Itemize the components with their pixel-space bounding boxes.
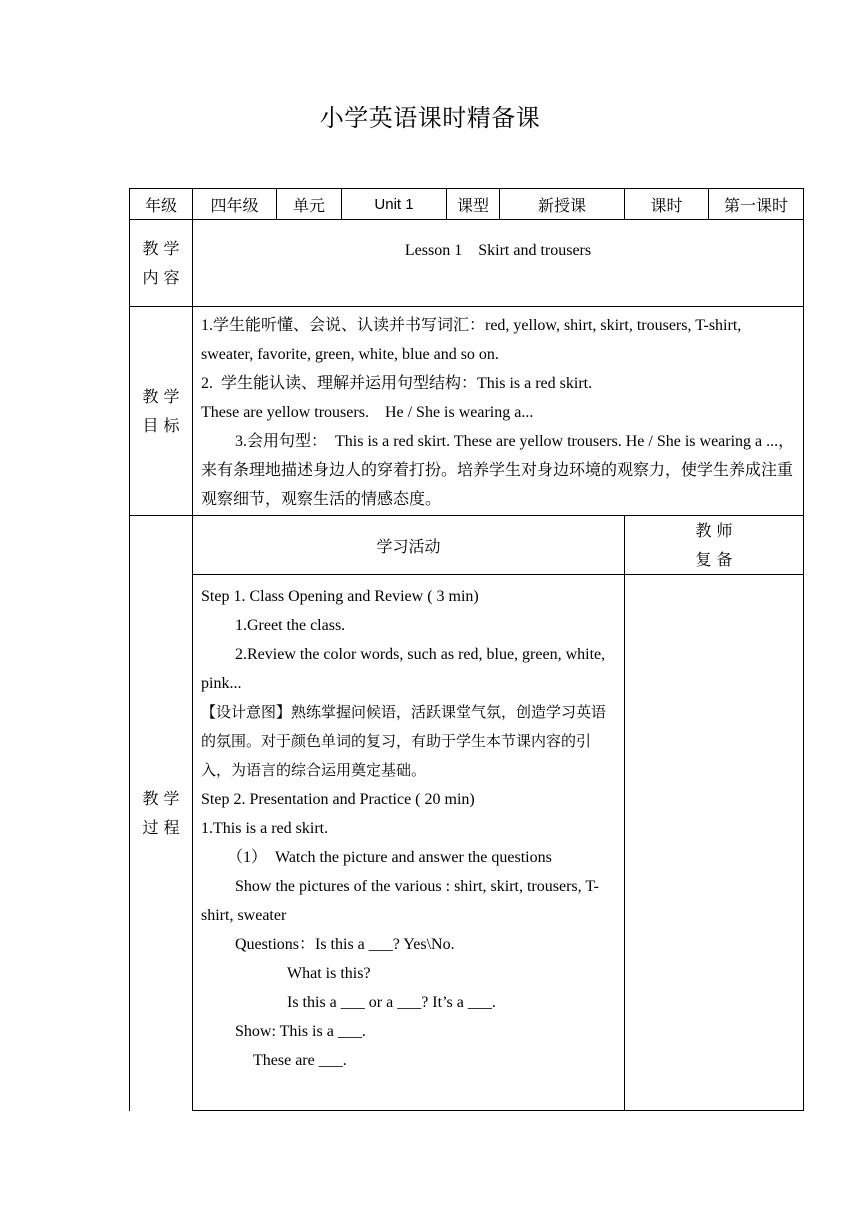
unit-label: 单元: [277, 189, 342, 220]
content-label-line2: 内 容: [142, 268, 180, 287]
teacher-review-header: [625, 516, 804, 575]
step2-question-3: Is this a ___ or a ___? It’s a ___.: [287, 994, 496, 1011]
activity-header: 学习活动: [193, 516, 625, 575]
step1-review: 2.Review the color words, such as red, blue, green, white, pink...: [201, 646, 606, 692]
step2-question-2: What is this?: [287, 965, 371, 982]
teacher-header-line2: 复 备: [695, 550, 733, 569]
unit-value: Unit 1: [342, 189, 447, 220]
process-label: [130, 516, 193, 1111]
goal-1: 1.学生能听懂、会说、认读并书写词汇：red, yellow, shirt, skirt, trousers, T-shirt, sweater, favorite, green, white, blue and so on.: [201, 317, 742, 363]
type-label: 课型: [447, 189, 500, 220]
goal-3: 3.会用句型： This is a red skirt. These are yellow trousers. He / She is wearing a ...，来有条理地描述身边人的穿着打扮。培养学生对身边环境的观察力，使学生养成注重观察细节，观察生活的情感态度。: [201, 433, 795, 508]
teacher-header-line1: 教 师: [695, 521, 733, 540]
step1-title: Step 1. Class Opening and Review ( 3 min): [201, 588, 479, 605]
step2-show: Show: This is a ___.: [235, 1023, 366, 1040]
lesson-plan-table: [129, 188, 804, 1111]
process-label-line2: 过 程: [142, 818, 180, 838]
activity-cell: [193, 575, 625, 1111]
process-label-line1: 教 学: [142, 789, 180, 809]
process-header-row: [130, 516, 804, 575]
step2-title: Step 2. Presentation and Practice ( 20 min): [201, 791, 475, 808]
content-row: [130, 220, 804, 307]
type-value: 新授课: [500, 189, 625, 220]
step1-design-intent: 【设计意图】熟练掌握问候语，活跃课堂气氛，创造学习英语的氛围。对于颜色单词的复习，有助于学生本节课内容的引入，为语言的综合运用奠定基础。: [201, 703, 607, 779]
goals-label-line1: 教 学: [142, 387, 180, 406]
goals-row: [130, 307, 804, 516]
step2-question-1: Questions：Is this a ___? Yes\No.: [235, 936, 455, 953]
content-cell: [193, 220, 804, 307]
content-label: [130, 220, 193, 307]
step2-sub1: （1） Watch the picture and answer the questions: [227, 849, 552, 866]
teacher-review-cell: [625, 575, 804, 1111]
period-label: 课时: [625, 189, 709, 220]
goals-cell: [193, 307, 804, 516]
lesson-title: Lesson 1 Skirt and trousers: [404, 242, 592, 259]
period-value: 第一课时: [709, 189, 804, 220]
document-title: 小学英语课时精备课: [319, 104, 541, 132]
goals-label-line2: 目 标: [142, 416, 180, 435]
goals-label: [130, 307, 193, 516]
step2-show-pictures: Show the pictures of the various : shirt, skirt, trousers, T-shirt, sweater: [201, 878, 599, 924]
step2-item1: 1.This is a red skirt.: [201, 820, 329, 837]
header-row: [130, 189, 804, 220]
process-body-row: [130, 575, 804, 1111]
goal-2: 2. 学生能认读、理解并运用句型结构：This is a red skirt.: [201, 375, 593, 392]
content-label-line1: 教 学: [142, 239, 180, 258]
grade-value: 四年级: [193, 189, 277, 220]
grade-label: 年级: [130, 189, 193, 220]
step2-these: These are ___.: [253, 1052, 347, 1069]
goal-2-cont: These are yellow trousers. He / She is wearing a...: [201, 404, 534, 421]
step1-greet: 1.Greet the class.: [235, 617, 346, 634]
